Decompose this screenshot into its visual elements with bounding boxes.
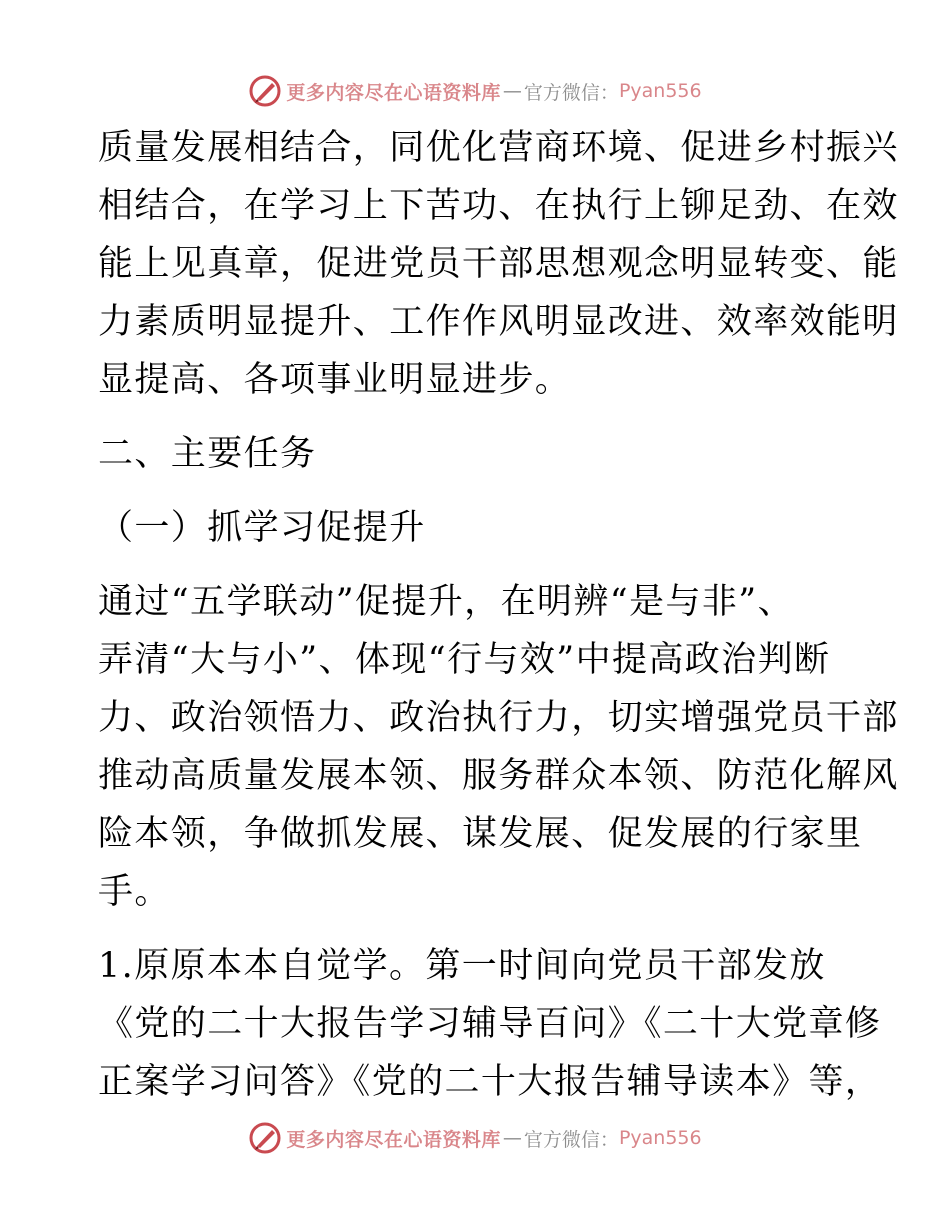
header-watermark [0,71,950,111]
watermark-site-text: 更多内容尽在心语资料库 [286,81,501,104]
text-line: 《党的二十大报告学习辅导百问》《二十大党章修 [98,1004,882,1044]
quill-pen-logo-icon [248,1121,282,1155]
watermark-wechat-label: 官方微信： [523,1128,619,1151]
text-line: 相结合，在学习上下苦功、在执行上铆足劲、在效 [98,186,899,226]
watermark-wechat-id: Pyan556 [618,1127,702,1149]
text-line: 推动高质量发展本领、服务群众本领、防范化解风 [98,756,899,796]
watermark-wechat-label: 官方微信： [523,81,619,104]
watermark-site-text: 更多内容尽在心语资料库 [286,1128,501,1151]
text-line: 力素质明显提升、工作作风明显改进、效率效能明 [98,302,899,342]
section-heading: 二、主要任务 [98,434,317,474]
text-line: 险本领，争做抓发展、谋发展、促发展的行家里 [98,814,863,854]
text-line: 显提高、各项事业明显进步。 [98,360,572,400]
text-line: 通过“五学联动”促提升，在明辨“是与非”、 [98,582,794,622]
text-line: 弄清“大与小”、体现“行与效”中提高政治判断 [98,640,831,680]
watermark-separator: — [502,80,522,102]
text-line: 手。 [98,872,171,912]
quill-pen-logo-icon [248,74,282,108]
watermark-wechat-id: Pyan556 [618,80,702,102]
text-line: 能上见真章，促进党员干部思想观念明显转变、能 [98,244,899,284]
text-line: 力、政治领悟力、政治执行力，切实增强党员干部 [98,698,899,738]
numbered-item: 1.原原本本自觉学。第一时间向党员干部发放 [98,946,826,986]
text-line: 质量发展相结合，同优化营商环境、促进乡村振兴 [98,128,899,168]
subsection-heading: （一）抓学习促提升 [98,508,426,548]
footer-watermark [0,1118,950,1158]
text-line: 正案学习问答》《党的二十大报告辅导读本》等， [98,1062,882,1102]
watermark-separator: — [502,1127,522,1149]
